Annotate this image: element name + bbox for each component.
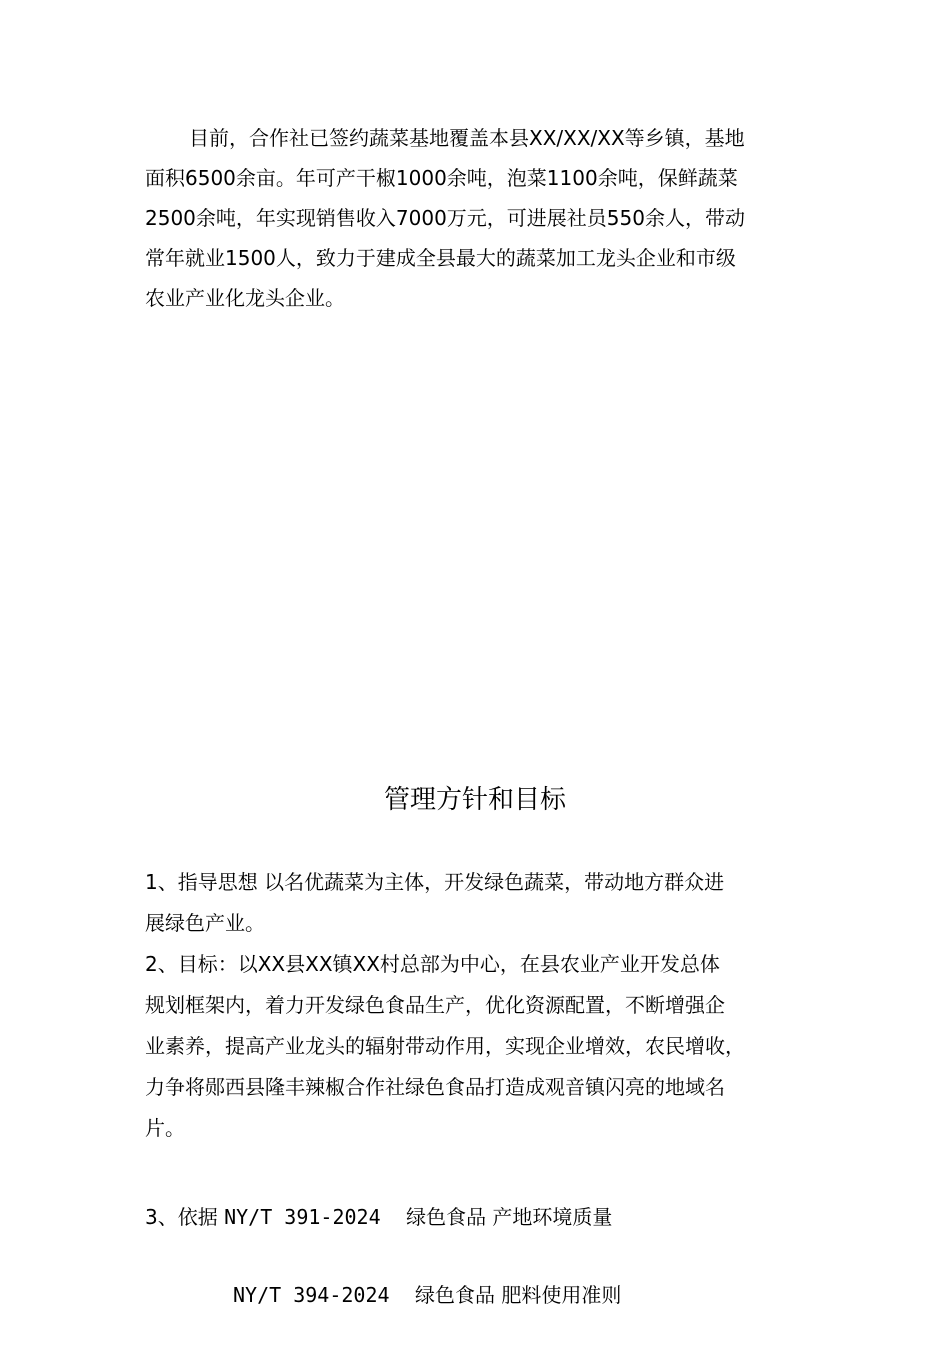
basis-label: 3、依据	[145, 1205, 225, 1229]
list-item-guiding-thought	[145, 862, 835, 944]
list-item-line: 力争将郧西县隆丰辣椒合作社绿色食品打造成观音镇闪亮的地域名	[145, 1075, 725, 1099]
standard-code: NY/T 394-2024	[233, 1283, 390, 1307]
list-item-goal	[145, 944, 835, 1149]
list-item-line: 1、指导思想 以名优蔬菜为主体，开发绿色蔬菜，带动地方群众进	[145, 870, 725, 894]
standard-title: 绿色食品 产地环境质量	[406, 1205, 613, 1229]
list-item-line: 规划框架内，着力开发绿色食品生产，优化资源配置，不断增强企	[145, 993, 725, 1017]
intro-line: 常年就业1500人，致力于建成全县最大的蔬菜加工龙头企业和市级	[145, 246, 736, 270]
intro-line: 面积6500余亩。年可产干椒1000余吨，泡菜1100余吨，保鲜蔬菜	[145, 166, 738, 190]
reference-row	[145, 1204, 621, 1230]
list-item-line: 业素养，提高产业龙头的辐射带动作用，实现企业增效，农民增收，	[145, 1034, 745, 1058]
standard-title: 绿色食品 肥料使用准则	[414, 1283, 622, 1307]
list-item-line: 2、目标：以XX县XX镇XX村总部为中心，在县农业产业开发总体	[145, 952, 720, 976]
intro-line: 目前，合作社已签约蔬菜基地覆盖本县XX/XX/XX等乡镇，基地	[189, 126, 745, 150]
list-item-line: 展绿色产业。	[145, 911, 265, 935]
intro-paragraph	[145, 118, 815, 318]
section-title: 管理方针和目标	[383, 785, 566, 815]
intro-line: 2500余吨，年实现销售收入7000万元，可进展社员550余人，带动	[145, 206, 745, 230]
reference-row	[145, 1282, 621, 1308]
list-item-basis	[145, 1152, 621, 1360]
policy-list	[145, 862, 835, 1149]
list-item-line: 片。	[145, 1116, 185, 1140]
intro-line: 农业产业化龙头企业。	[145, 286, 345, 310]
standard-code: NY/T 391-2024	[224, 1205, 381, 1229]
